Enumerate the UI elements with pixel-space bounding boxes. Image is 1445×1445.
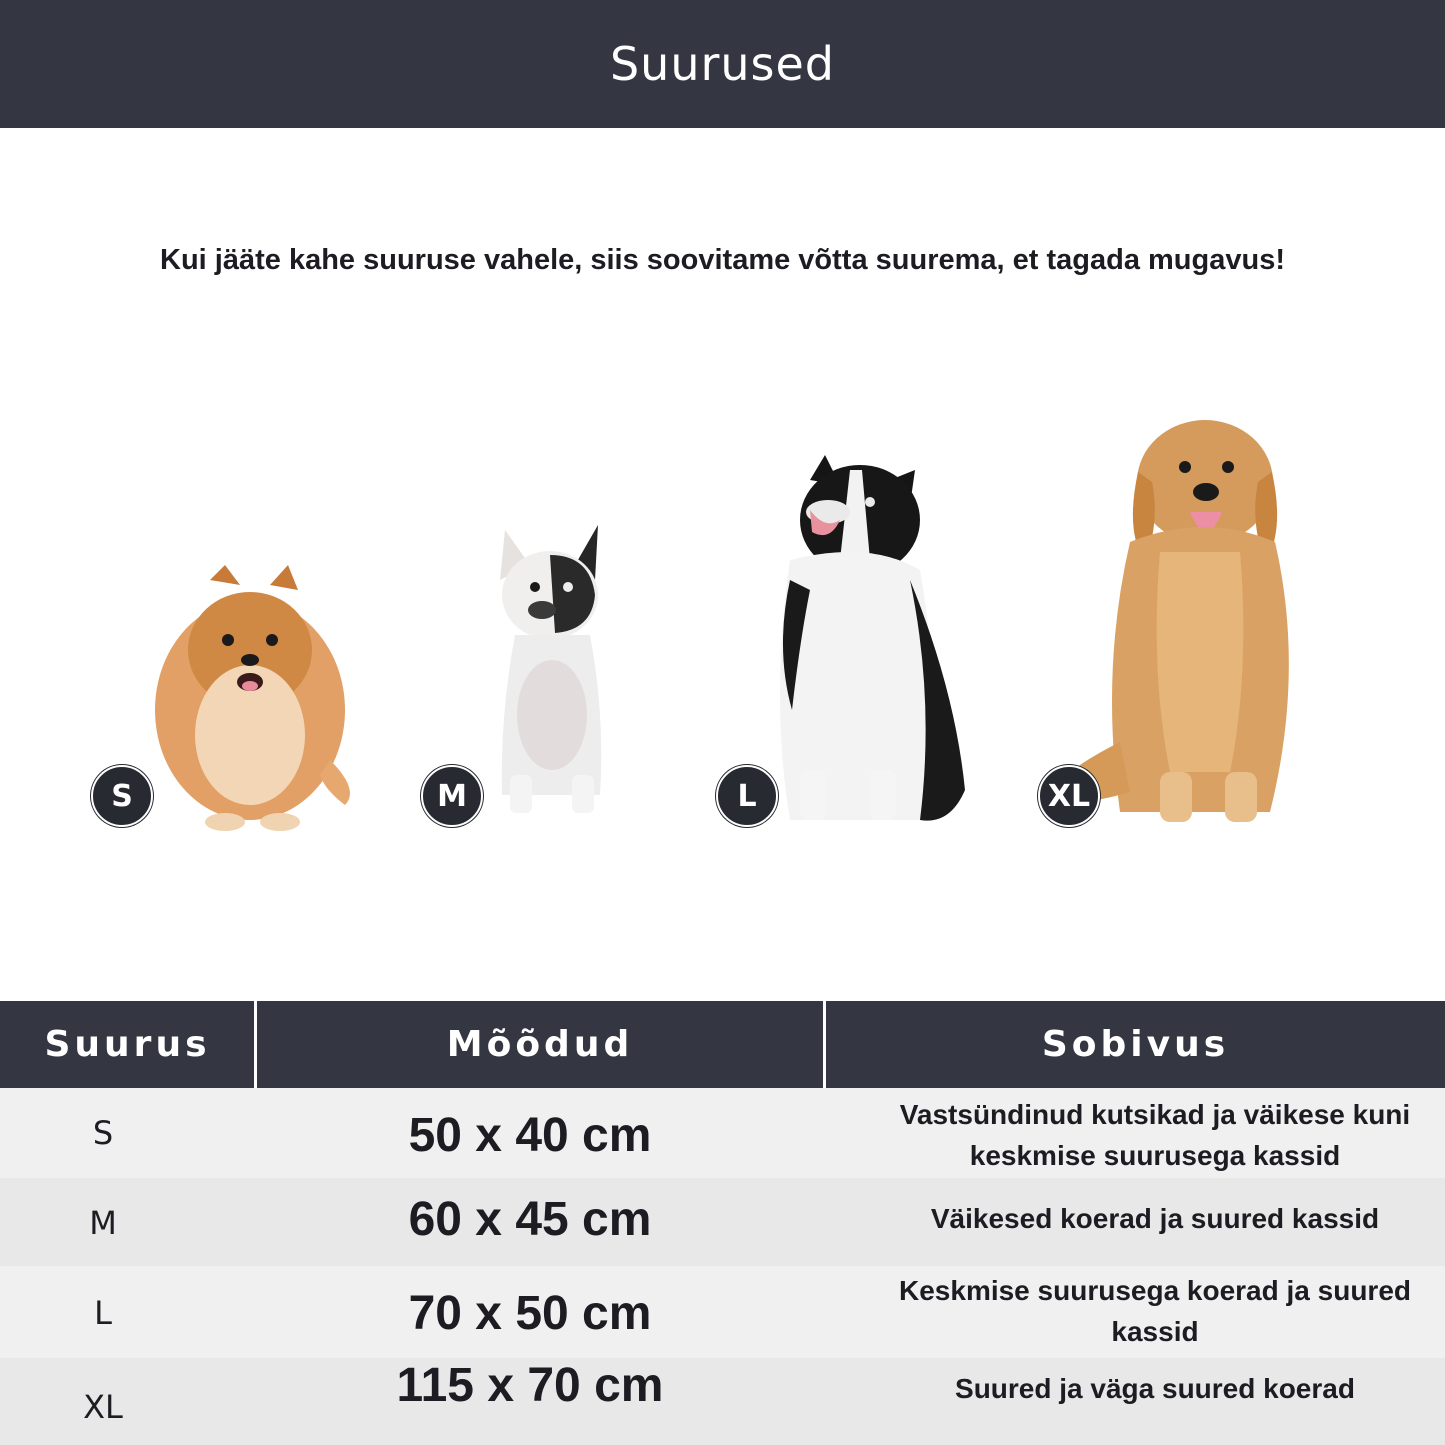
column-header-size: Suurus (44, 1024, 211, 1065)
dog-size-illustrations (0, 400, 1445, 840)
page-title: Suurused (609, 37, 836, 91)
row-suitability: Suured ja väga suured koerad (955, 1373, 1355, 1404)
table-row (0, 1266, 1445, 1358)
row-dimensions: 50 x 40 cm (408, 1109, 652, 1162)
row-suitability: Väikesed koerad ja suured kassid (930, 1203, 1380, 1234)
page-header (0, 0, 1445, 128)
size-badge-s: S (91, 765, 153, 827)
french-bulldog-image (480, 525, 630, 825)
border-collie-dog-image (770, 450, 970, 830)
pomeranian-dog-image (140, 560, 360, 840)
table-row (0, 1178, 1445, 1266)
column-header-dimensions: Mõõdud (446, 1024, 634, 1065)
size-advice-note: Kui jääte kahe suuruse vahele, siis soovitame võtta suurema, et tagada mugavus! (160, 244, 1285, 276)
row-dimensions: 115 x 70 cm (396, 1359, 664, 1412)
size-table-body (0, 1088, 1445, 1445)
row-size: S (92, 1114, 114, 1152)
row-dimensions: 70 x 50 cm (408, 1287, 652, 1340)
size-badge-xl: XL (1038, 765, 1100, 827)
size-badge-l: L (716, 765, 778, 827)
table-row (0, 1088, 1445, 1178)
row-size: M (89, 1204, 117, 1242)
size-badge-m: M (421, 765, 483, 827)
row-dimensions: 60 x 45 cm (408, 1193, 652, 1246)
size-table-header (0, 1001, 1445, 1088)
row-size: XL (83, 1388, 123, 1426)
table-row (0, 1358, 1445, 1445)
row-suitability: Vastsündinud kutsikad ja väikese kuni keskmise suurusega kassid (899, 1099, 1411, 1171)
row-size: L (94, 1294, 112, 1332)
row-suitability: Keskmise suurusega koerad ja suured kassid (899, 1275, 1411, 1347)
column-header-suitability: Sobivus (1041, 1024, 1230, 1065)
